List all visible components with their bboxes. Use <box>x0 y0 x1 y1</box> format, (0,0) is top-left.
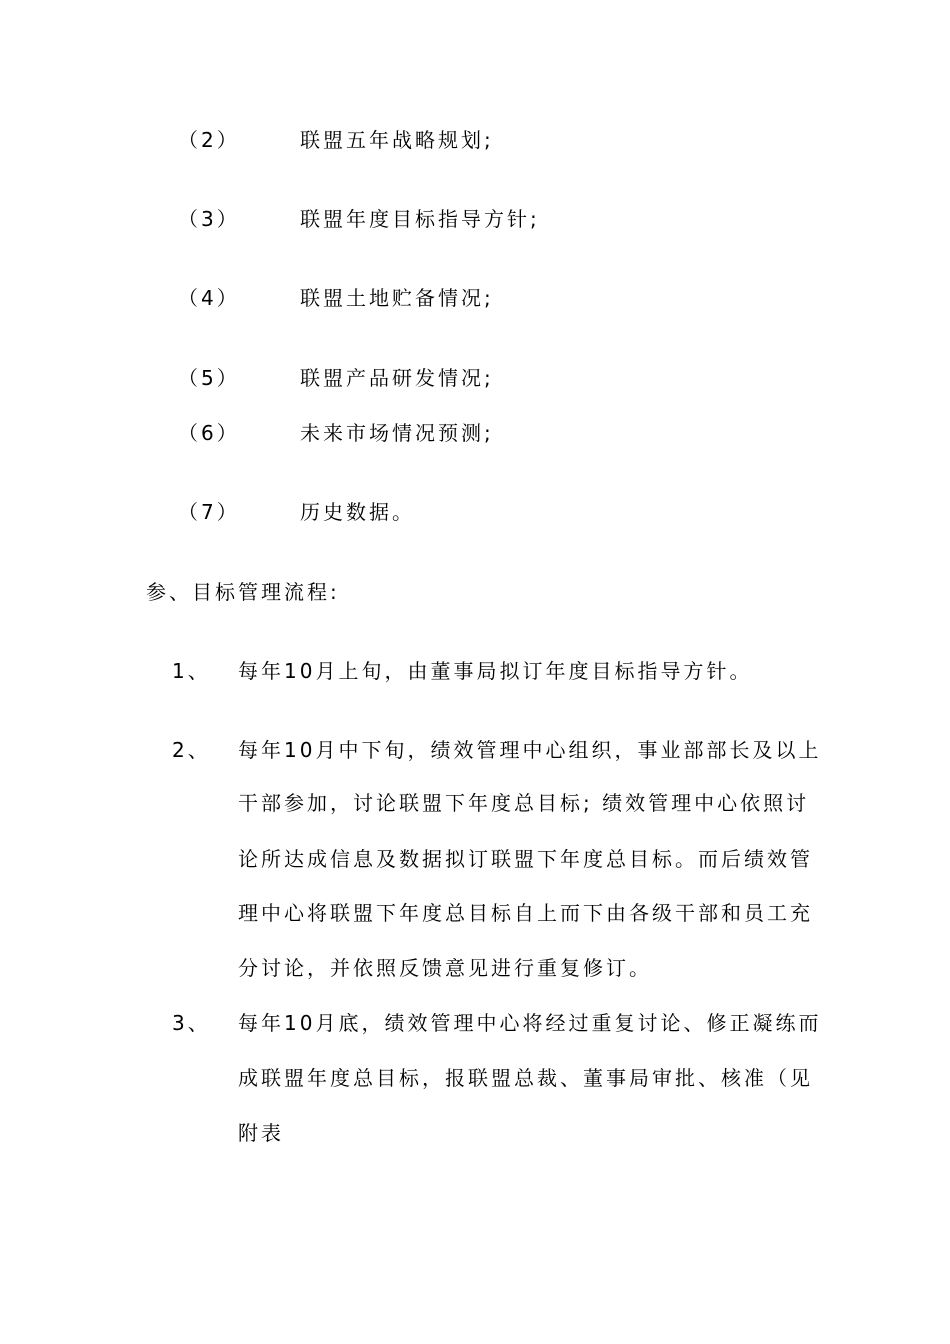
list-marker: （4） <box>178 286 240 310</box>
step-line: 分讨论，并依照反馈意见进行重复修订。 <box>238 956 652 980</box>
step-line: 干部参加，讨论联盟下年度总目标; 绩效管理中心依照讨 <box>238 791 810 815</box>
step-marker: 1、 <box>172 659 211 683</box>
step-line: 理中心将联盟下年度总目标自上而下由各级干部和员工充 <box>238 901 813 925</box>
list-item-text: 历史数据。 <box>300 500 415 524</box>
list-marker: （3） <box>178 207 240 231</box>
list-marker: （6） <box>178 421 240 445</box>
list-item-text: 联盟土地贮备情况; <box>300 286 494 310</box>
step-line: 每年10月底，绩效管理中心将经过重复讨论、修正凝练而 <box>238 1011 822 1035</box>
step-marker: 2、 <box>172 738 211 762</box>
list-marker: （7） <box>178 500 240 524</box>
list-item-text: 联盟产品研发情况; <box>300 366 494 390</box>
step-line: 附表 <box>238 1121 284 1145</box>
step-line: 论所达成信息及数据拟订联盟下年度总目标。而后绩效管 <box>238 847 813 871</box>
step-line: 成联盟年度总目标，报联盟总裁、董事局审批、核准（见 <box>238 1066 813 1090</box>
step-line: 每年10月中下旬，绩效管理中心组织，事业部部长及以上 <box>238 738 822 762</box>
step-line: 每年10月上旬，由董事局拟订年度目标指导方针。 <box>238 659 753 683</box>
list-item-text: 联盟五年战略规划; <box>300 128 494 152</box>
step-marker: 3、 <box>172 1011 211 1035</box>
section-heading: 参、目标管理流程: <box>146 580 340 604</box>
list-item-text: 联盟年度目标指导方针; <box>300 207 540 231</box>
list-marker: （2） <box>178 128 240 152</box>
list-item-text: 未来市场情况预测; <box>300 421 494 445</box>
list-marker: （5） <box>178 366 240 390</box>
